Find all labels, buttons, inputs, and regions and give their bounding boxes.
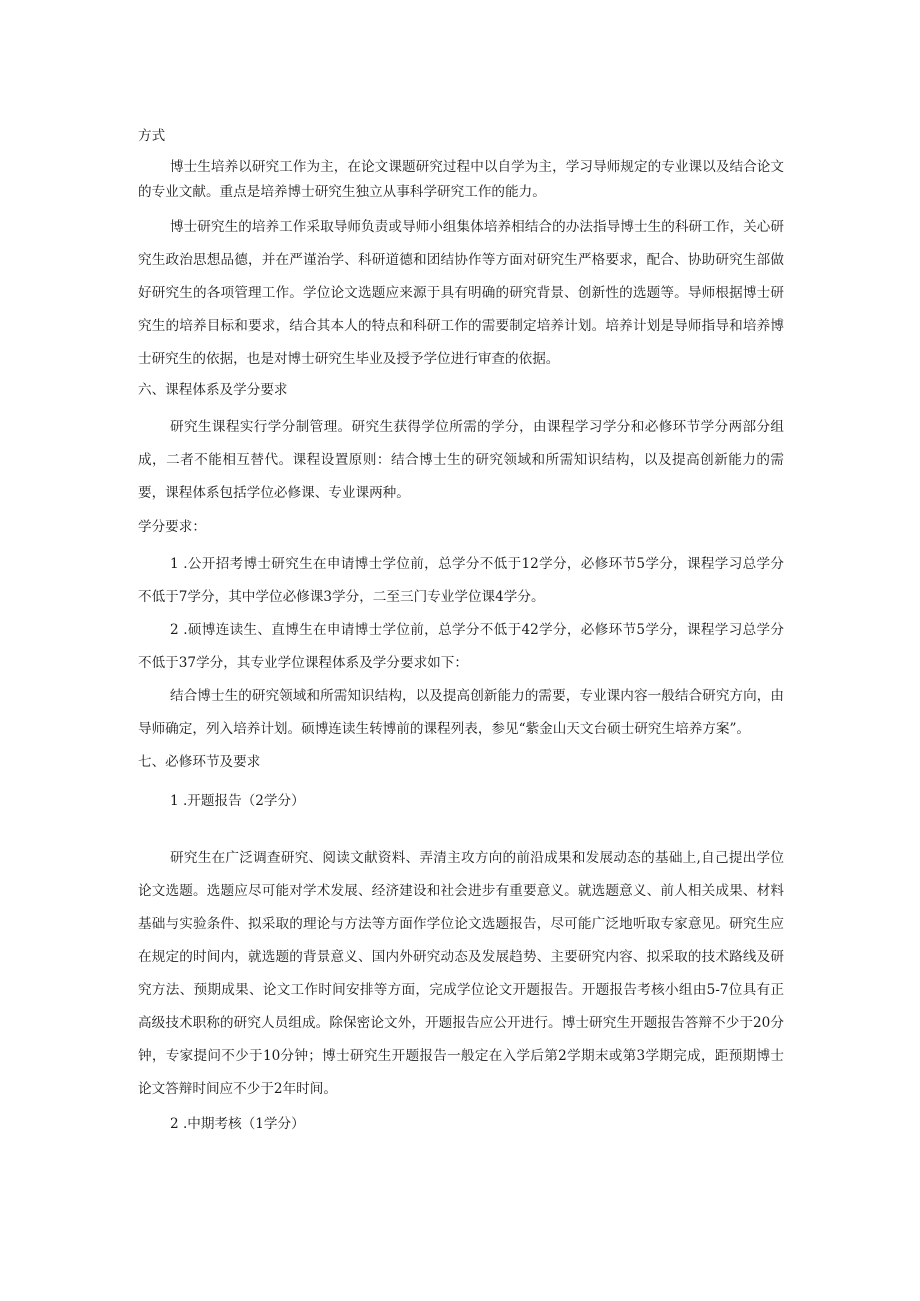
paragraph-training-focus: 博士生培养以研究工作为主，在论文课题研究过程中以自学为主，学习导师规定的专业课以及结合论文的专业文献。重点是培养博士研究生独立从事科学研究工作的能力。 <box>138 159 784 200</box>
subsection-heading-midterm: 2 .中期考核（1学分） <box>170 1116 305 1132</box>
requirement-item-1: 1 .公开招考博士研究生在申请博士学位前，总学分不低于12学分，必修环节5学分，课程学习总学分不低于7学分，其中学位必修课3学分，二至三门专业学位课4学分。 <box>138 556 784 605</box>
credit-requirements-label: 学分要求： <box>138 519 206 535</box>
document-body <box>138 124 784 1137</box>
subsection-heading-opening-report: 1 .开题报告（2学分） <box>170 793 305 809</box>
section-heading-7: 七、必修环节及要求 <box>138 754 261 770</box>
section-heading-method: 方式 <box>138 128 166 144</box>
paragraph-opening-report: 研究生在广泛调查研究、阅读文献资料、弄清主攻方向的前沿成果和发展动态的基础上,自己提出学位论文选题。选题应尽可能对学术发展、经济建设和社会进步有重要意义。就选题意义、前人相关成果、材料基础与实验条件、拟采取的理论与方法等方面作学位论文选题报告，尽可能广泛地听取专家意见。研究生应在规定的时间内，就选题的背景意义、国内外研究动态及发展趋势、主要研究内容、拟采取的技术路线及研究方法、预期成果、论文工作时间安排等方面，完成学位论文开题报告。开题报告考核小组由5-7位具有正高级技术职称的研究人员组成。除保密论文外，开题报告应公开进行。博士研究生开题报告答辩不少于20分钟，专家提问不少于10分钟；博士研究生开题报告一般定在入学后第2学期末或第3学期完成，距预期博士论文答辩时间应不少于2年时间。 <box>138 850 784 1097</box>
section-heading-6: 六、课程体系及学分要求 <box>138 382 288 398</box>
paragraph-supervisor-responsibility: 博士研究生的培养工作采取导师负责或导师小组集体培养相结合的办法指导博士生的科研工作，关心研究生政治思想品德，并在严谨治学、科研道德和团结协作等方面对研究生严格要求，配合、协助研究生部做好研究生的各项管理工作。学位论文选题应来源于具有明确的研究背景、创新性的选题等。导师根据博士研究生的培养目标和要求，结合其本人的特点和科研工作的需要制定培养计划。培养计划是导师指导和培养博士研究生的依据，也是对博士研究生毕业及授予学位进行审查的依据。 <box>138 219 784 367</box>
requirement-item-2: 2 .硕博连读生、直博生在申请博士学位前，总学分不低于42学分，必修环节5学分，课程学习总学分不低于37学分，其专业学位课程体系及学分要求如下： <box>138 622 784 671</box>
paragraph-specialty-courses: 结合博士生的研究领域和所需知识结构，以及提高创新能力的需要，专业课内容一般结合研究方向，由导师确定，列入培养计划。硕博连读生转博前的课程列表，参见“紫金山天文台硕士研究生培养方案”。 <box>138 688 784 737</box>
paragraph-course-system: 研究生课程实行学分制管理。研究生获得学位所需的学分，由课程学习学分和必修环节学分两部分组成，二者不能相互替代。课程设置原则：结合博士生的研究领域和所需知识结构，以及提高创新能力的需要，课程体系包括学位必修课、专业课两种。 <box>138 419 784 501</box>
